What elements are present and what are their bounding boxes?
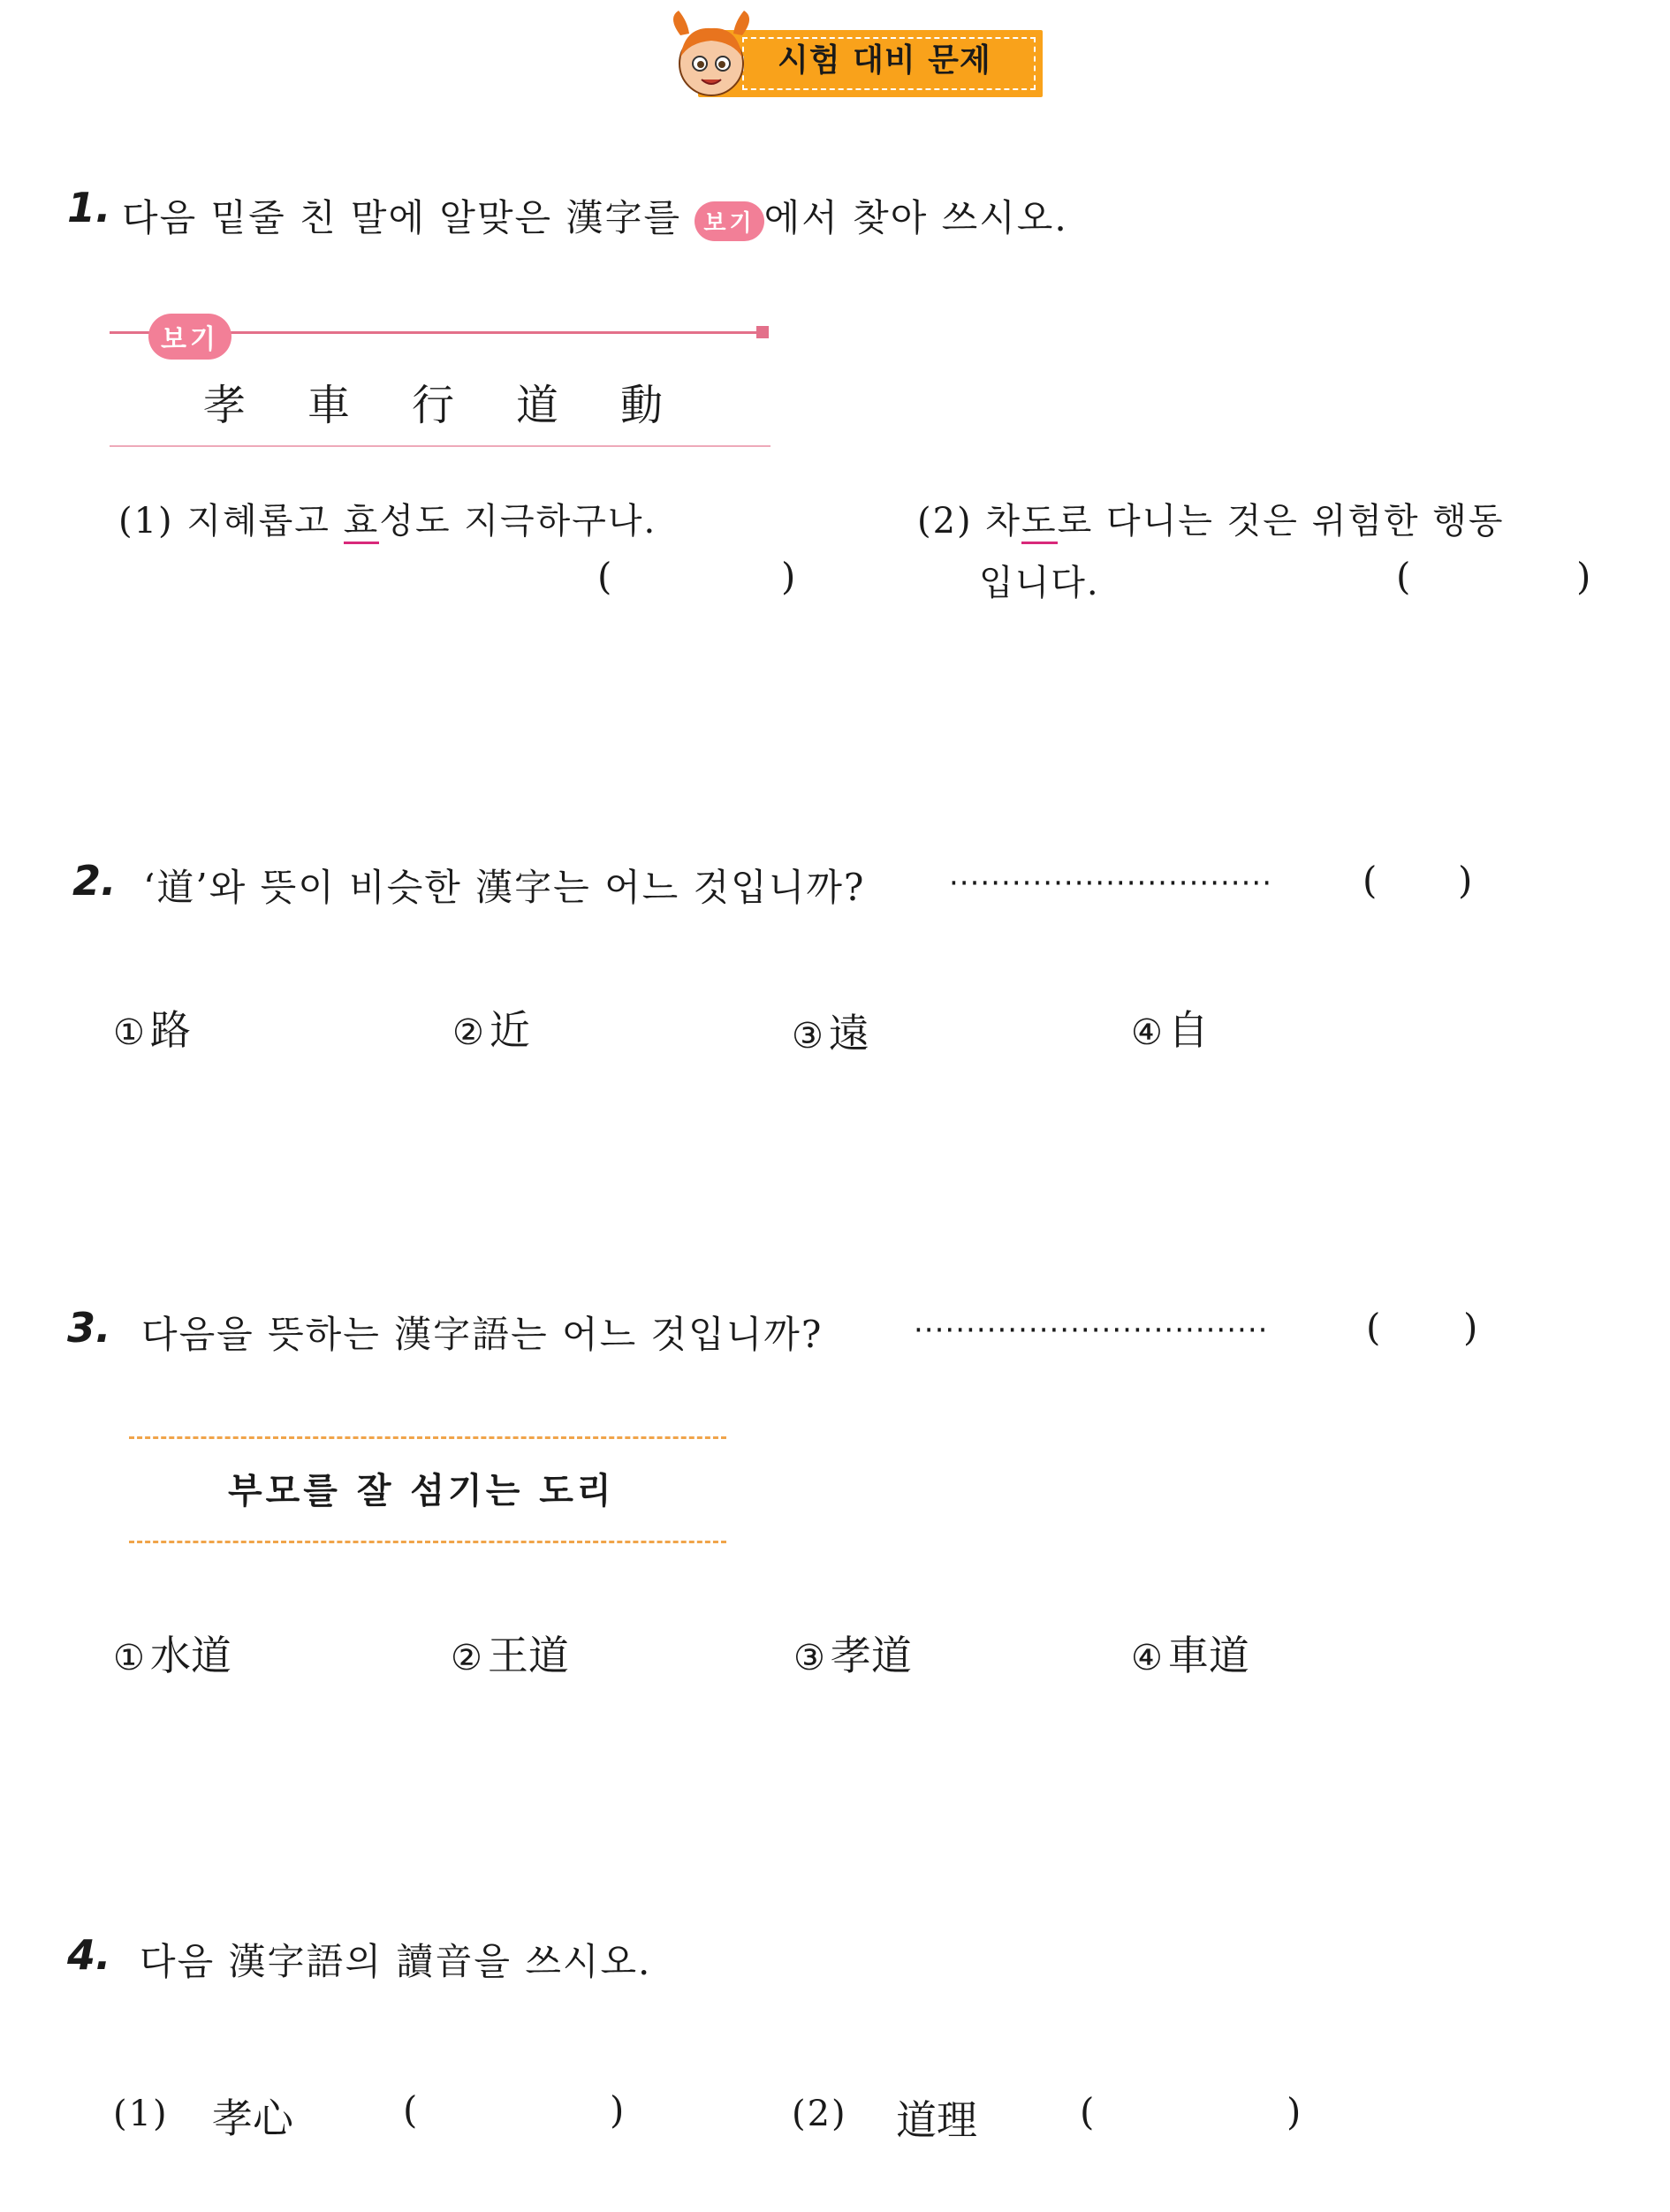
q3-answer-blank[interactable]	[1389, 1307, 1465, 1350]
q4-item1-word: 孝心	[212, 2095, 293, 2142]
q1-sub1-open-paren: (	[597, 555, 612, 598]
bogi-label	[148, 314, 232, 360]
q1-sub2-close-paren: )	[1576, 555, 1591, 598]
q4-number: 4.	[67, 1931, 111, 1979]
q1-sub2-pre: 차	[985, 501, 1022, 542]
bogi-char: 車	[307, 381, 353, 430]
q1-sub2-underlined: 도	[1021, 501, 1058, 544]
q3-option-1[interactable]	[113, 1624, 232, 1682]
q1-sub2-post: 로 다니는 것은 위험한 행동	[1057, 501, 1505, 542]
q1-sub2-line2: 입니다.	[979, 563, 1100, 603]
q1-sub1	[118, 493, 657, 543]
q2-close-paren: )	[1458, 859, 1473, 902]
q1-instruction	[122, 189, 1068, 242]
q4-text: 다음 漢字語의 讀音을 쓰시오.	[140, 1940, 652, 1983]
q4-item2-word: 道理	[896, 2096, 977, 2144]
q3-number: 3.	[67, 1304, 111, 1352]
bogi-hanja-row	[203, 371, 733, 430]
q1-text-after: 에서 찾아 쓰시오.	[763, 196, 1068, 239]
option-text: 自	[1167, 1006, 1209, 1054]
q2-number: 2.	[72, 857, 117, 905]
q3-definition-top-border	[129, 1436, 726, 1439]
q1-sub1-answer-blank[interactable]	[624, 557, 774, 599]
option-text: 近	[489, 1006, 530, 1054]
q3-option-2[interactable]	[451, 1624, 569, 1682]
q4-item1-num: (1)	[113, 2094, 169, 2134]
q3-leader-dots: ··································	[914, 1313, 1269, 1348]
q2-option-2[interactable]	[452, 998, 530, 1057]
q4-item1-answer-blank[interactable]	[426, 2090, 608, 2134]
bogi-label-pill: 보기	[148, 314, 232, 360]
q2-open-paren: (	[1363, 859, 1378, 902]
q1-sub1-underlined: 효	[344, 501, 380, 544]
option-number: ②	[451, 1638, 482, 1678]
option-number: ④	[1131, 1012, 1163, 1053]
q3-option-3[interactable]	[793, 1624, 912, 1682]
q1-text-before: 다음 밑줄 친 말에 알맞은 漢字를	[122, 196, 695, 239]
q1-sub1-num: (1)	[118, 501, 174, 542]
badge-label: 시험 대비 문제	[778, 42, 991, 79]
q3-option-4[interactable]	[1131, 1624, 1249, 1682]
option-text: 孝道	[830, 1632, 912, 1679]
option-text: 水道	[149, 1632, 232, 1679]
q4-item1-close-paren: )	[610, 2088, 625, 2132]
q2-text: ‘道’와 뜻이 비슷한 漢字는 어느 것입니까?	[143, 866, 866, 909]
option-text: 車道	[1167, 1632, 1249, 1679]
q2-option-1[interactable]	[113, 998, 191, 1057]
q1-sub2-open-paren: (	[1396, 555, 1411, 598]
girl-mascot-icon	[663, 9, 760, 106]
q2-option-3[interactable]	[792, 1002, 869, 1060]
q1-sub1-pre: 지혜롭고	[186, 501, 344, 542]
q2-answer-blank[interactable]	[1384, 860, 1460, 903]
option-number: ③	[792, 1016, 824, 1057]
q1-sub1-close-paren: )	[781, 555, 796, 598]
bogi-char: 動	[620, 381, 665, 430]
option-text: 路	[149, 1006, 191, 1054]
q4-item2-open-paren: (	[1080, 2090, 1095, 2133]
q2-leader-dots: ·······························	[949, 866, 1273, 901]
bogi-char: 孝	[203, 381, 248, 430]
option-number: ②	[452, 1012, 484, 1053]
q3-open-paren: (	[1366, 1306, 1381, 1349]
bogi-line-end	[756, 326, 769, 338]
option-text: 遠	[828, 1010, 869, 1057]
option-number: ①	[113, 1012, 145, 1053]
q1-bogi-pill: 보기	[695, 201, 763, 241]
option-number: ④	[1131, 1638, 1163, 1678]
q1-sub2	[917, 493, 1505, 543]
q4-item2-answer-blank[interactable]	[1103, 2092, 1285, 2136]
q2-option-4[interactable]	[1131, 998, 1209, 1057]
q1-sub2-answer-blank[interactable]	[1421, 557, 1569, 599]
bogi-bottom-line	[110, 445, 770, 447]
q3-definition: 부모를 잘 섬기는 도리	[228, 1471, 615, 1511]
option-number: ①	[113, 1638, 145, 1678]
q3-text: 다음을 뜻하는 漢字語는 어느 것입니까?	[141, 1313, 824, 1356]
q3-definition-bottom-border	[129, 1541, 726, 1543]
q4-item2-close-paren: )	[1287, 2090, 1302, 2133]
q1-sub2-num: (2)	[917, 501, 973, 542]
q1-number: 1.	[67, 184, 111, 231]
q4-item2-num: (2)	[792, 2094, 847, 2134]
bogi-char: 行	[412, 381, 457, 430]
q1-sub1-post: 성도 지극하구나.	[379, 501, 657, 542]
q4-item1-open-paren: (	[403, 2088, 418, 2132]
q3-close-paren: )	[1463, 1306, 1478, 1349]
option-number: ③	[793, 1638, 825, 1678]
option-text: 王道	[487, 1632, 569, 1679]
bogi-char: 道	[516, 381, 561, 430]
